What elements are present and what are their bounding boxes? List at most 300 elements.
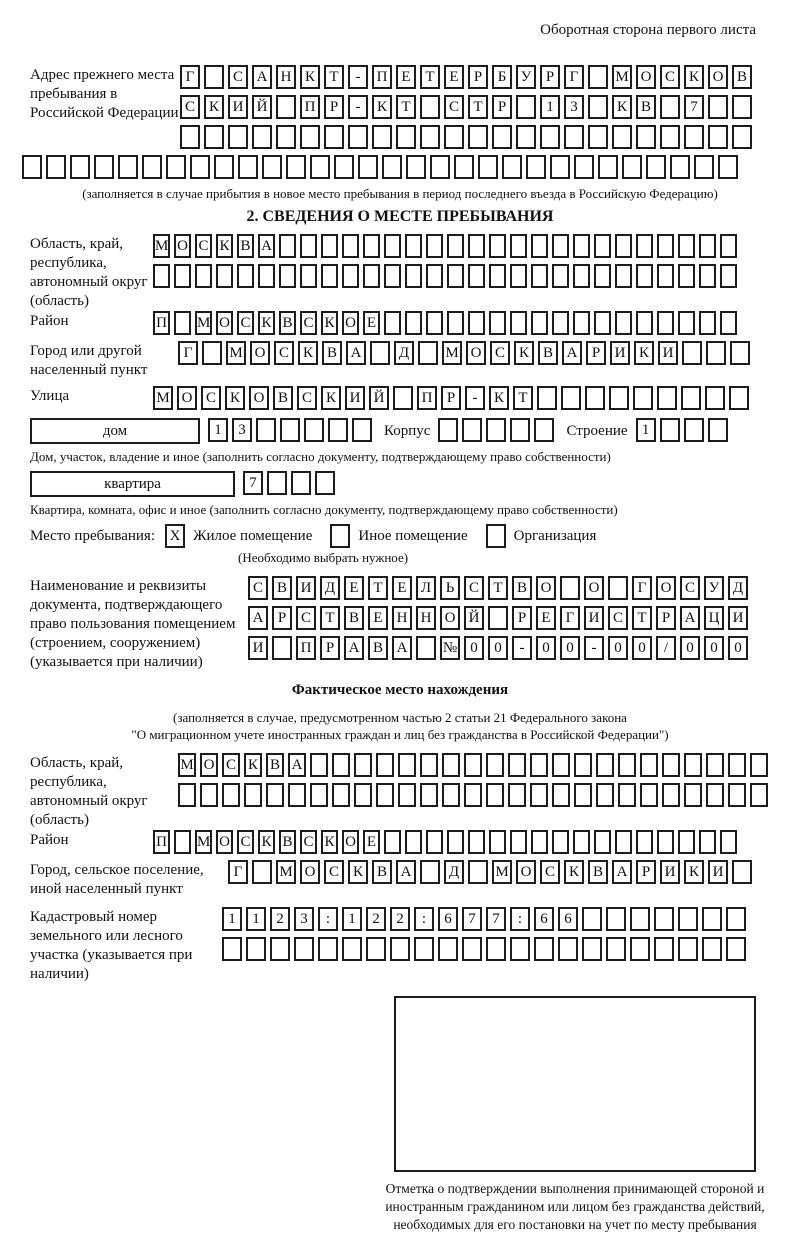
char-cell[interactable] [510,264,527,288]
char-cell[interactable]: И [708,860,728,884]
char-cell[interactable] [256,418,276,442]
char-cell[interactable]: 6 [534,907,554,931]
char-cell[interactable] [468,125,488,149]
char-cell[interactable]: М [153,386,173,410]
char-cell[interactable]: Т [468,95,488,119]
char-cell[interactable]: 1 [342,907,362,931]
char-cell[interactable]: Е [368,606,388,630]
char-cell[interactable]: И [658,341,678,365]
char-cell[interactable] [310,783,328,807]
char-cell[interactable] [276,95,296,119]
char-cell[interactable] [702,937,722,961]
char-cell[interactable]: Г [178,341,198,365]
char-cell[interactable] [276,125,296,149]
char-cell[interactable]: № [440,636,460,660]
char-cell[interactable]: Т [396,95,416,119]
char-cell[interactable] [728,753,746,777]
char-cell[interactable]: Й [369,386,389,410]
char-cell[interactable] [706,783,724,807]
char-cell[interactable]: 3 [232,418,252,442]
char-cell[interactable] [728,783,746,807]
char-cell[interactable]: 1 [222,907,242,931]
char-cell[interactable]: - [348,95,368,119]
char-cell[interactable] [684,753,702,777]
char-cell[interactable] [272,636,292,660]
char-cell[interactable] [750,753,768,777]
char-cell[interactable] [508,753,526,777]
char-cell[interactable] [552,830,569,854]
char-cell[interactable]: Р [636,860,656,884]
char-cell[interactable] [267,471,287,495]
char-cell[interactable] [321,234,338,258]
char-cell[interactable]: С [274,341,294,365]
char-cell[interactable] [396,125,416,149]
char-cell[interactable] [405,830,422,854]
char-cell[interactable]: Т [420,65,440,89]
char-cell[interactable] [699,311,716,335]
char-cell[interactable]: 0 [560,636,580,660]
char-cell[interactable] [237,264,254,288]
char-cell[interactable] [640,753,658,777]
char-cell[interactable] [468,860,488,884]
char-cell[interactable] [334,155,354,179]
char-cell[interactable]: Е [444,65,464,89]
char-cell[interactable]: О [250,341,270,365]
char-cell[interactable] [750,783,768,807]
char-cell[interactable] [573,830,590,854]
char-cell[interactable] [442,783,460,807]
char-cell[interactable]: 0 [704,636,724,660]
char-cell[interactable] [594,830,611,854]
char-cell[interactable] [332,753,350,777]
char-cell[interactable]: С [228,65,248,89]
char-cell[interactable] [612,125,632,149]
char-cell[interactable] [426,830,443,854]
char-cell[interactable] [573,234,590,258]
char-cell[interactable] [678,234,695,258]
char-cell[interactable]: Е [344,576,364,600]
char-cell[interactable] [405,311,422,335]
char-cell[interactable]: 0 [488,636,508,660]
char-cell[interactable]: В [237,234,254,258]
char-cell[interactable]: : [510,907,530,931]
char-cell[interactable] [468,830,485,854]
char-cell[interactable]: М [195,830,212,854]
char-cell[interactable]: 7 [462,907,482,931]
char-cell[interactable]: И [660,860,680,884]
char-cell[interactable] [142,155,162,179]
char-cell[interactable]: Т [368,576,388,600]
char-cell[interactable] [678,907,698,931]
char-cell[interactable] [324,125,344,149]
char-cell[interactable] [705,386,725,410]
char-cell[interactable] [633,386,653,410]
char-cell[interactable] [530,753,548,777]
char-cell[interactable]: О [636,65,656,89]
char-cell[interactable]: Е [536,606,556,630]
char-cell[interactable] [420,753,438,777]
char-cell[interactable] [618,753,636,777]
char-cell[interactable]: О [177,386,197,410]
char-cell[interactable]: М [612,65,632,89]
char-cell[interactable]: О [584,576,604,600]
char-cell[interactable] [492,125,512,149]
char-cell[interactable] [608,576,628,600]
char-cell[interactable] [279,234,296,258]
char-cell[interactable] [366,937,386,961]
char-cell[interactable] [354,783,372,807]
char-cell[interactable] [636,234,653,258]
char-cell[interactable]: С [660,65,680,89]
char-cell[interactable] [729,386,749,410]
char-cell[interactable] [537,386,557,410]
char-cell[interactable]: 7 [486,907,506,931]
char-cell[interactable]: Д [394,341,414,365]
char-cell[interactable] [531,311,548,335]
char-cell[interactable]: С [444,95,464,119]
char-cell[interactable]: И [296,576,316,600]
char-cell[interactable] [489,311,506,335]
char-cell[interactable] [464,753,482,777]
char-cell[interactable]: С [490,341,510,365]
char-cell[interactable] [684,418,704,442]
char-cell[interactable] [681,386,701,410]
char-cell[interactable]: С [300,311,317,335]
char-cell[interactable]: В [538,341,558,365]
char-cell[interactable] [596,753,614,777]
char-cell[interactable] [516,125,536,149]
char-cell[interactable]: А [248,606,268,630]
char-cell[interactable] [363,234,380,258]
char-cell[interactable] [478,155,498,179]
char-cell[interactable]: Т [513,386,533,410]
char-cell[interactable] [384,264,401,288]
char-cell[interactable]: К [321,830,338,854]
char-cell[interactable]: В [636,95,656,119]
char-cell[interactable] [588,65,608,89]
char-cell[interactable] [534,937,554,961]
char-cell[interactable] [315,471,335,495]
char-cell[interactable]: А [680,606,700,630]
char-cell[interactable]: К [225,386,245,410]
char-cell[interactable] [622,155,642,179]
char-cell[interactable] [262,155,282,179]
char-cell[interactable] [246,937,266,961]
char-cell[interactable] [444,125,464,149]
char-cell[interactable] [630,907,650,931]
char-cell[interactable] [280,418,300,442]
char-cell[interactable] [573,311,590,335]
char-cell[interactable] [166,155,186,179]
char-cell[interactable] [574,753,592,777]
char-cell[interactable] [636,264,653,288]
char-cell[interactable] [732,125,752,149]
char-cell[interactable] [426,234,443,258]
char-cell[interactable] [332,783,350,807]
char-cell[interactable] [646,155,666,179]
char-cell[interactable] [662,783,680,807]
char-cell[interactable]: И [610,341,630,365]
char-cell[interactable] [22,155,42,179]
kvartira-type-box[interactable]: квартира [30,471,235,497]
char-cell[interactable] [118,155,138,179]
char-cell[interactable]: С [464,576,484,600]
char-cell[interactable] [657,386,677,410]
char-cell[interactable] [358,155,378,179]
char-cell[interactable]: М [492,860,512,884]
char-cell[interactable] [406,155,426,179]
char-cell[interactable] [552,783,570,807]
char-cell[interactable]: 0 [608,636,628,660]
char-cell[interactable]: Г [180,65,200,89]
char-cell[interactable] [376,783,394,807]
char-cell[interactable]: Р [272,606,292,630]
char-cell[interactable]: К [612,95,632,119]
char-cell[interactable] [288,783,306,807]
char-cell[interactable] [531,234,548,258]
char-cell[interactable] [414,937,434,961]
char-cell[interactable]: К [321,311,338,335]
char-cell[interactable]: Й [252,95,272,119]
char-cell[interactable] [46,155,66,179]
char-cell[interactable]: К [372,95,392,119]
char-cell[interactable]: А [258,234,275,258]
char-cell[interactable] [720,311,737,335]
char-cell[interactable]: А [612,860,632,884]
char-cell[interactable]: Р [441,386,461,410]
char-cell[interactable] [660,418,680,442]
char-cell[interactable] [678,937,698,961]
char-cell[interactable] [270,937,290,961]
char-cell[interactable]: : [414,907,434,931]
char-cell[interactable] [486,418,506,442]
char-cell[interactable] [438,937,458,961]
char-cell[interactable]: И [584,606,604,630]
char-cell[interactable]: О [174,234,191,258]
char-cell[interactable]: Е [363,311,380,335]
char-cell[interactable] [486,937,506,961]
char-cell[interactable] [558,937,578,961]
char-cell[interactable] [699,830,716,854]
char-cell[interactable]: К [634,341,654,365]
char-cell[interactable]: О [656,576,676,600]
char-cell[interactable] [363,264,380,288]
char-cell[interactable] [726,907,746,931]
char-cell[interactable]: - [584,636,604,660]
char-cell[interactable] [657,311,674,335]
char-cell[interactable] [420,783,438,807]
char-cell[interactable]: К [684,860,704,884]
char-cell[interactable] [418,341,438,365]
char-cell[interactable] [662,753,680,777]
char-cell[interactable] [708,95,728,119]
char-cell[interactable]: 0 [728,636,748,660]
char-cell[interactable]: С [248,576,268,600]
char-cell[interactable]: - [348,65,368,89]
char-cell[interactable] [447,264,464,288]
char-cell[interactable] [454,155,474,179]
char-cell[interactable] [178,783,196,807]
char-cell[interactable]: А [346,341,366,365]
char-cell[interactable] [447,311,464,335]
char-cell[interactable] [216,264,233,288]
char-cell[interactable] [552,264,569,288]
char-cell[interactable] [420,95,440,119]
char-cell[interactable]: М [442,341,462,365]
char-cell[interactable]: И [228,95,248,119]
char-cell[interactable] [384,830,401,854]
char-cell[interactable]: 2 [366,907,386,931]
char-cell[interactable] [489,830,506,854]
char-cell[interactable]: В [266,753,284,777]
char-cell[interactable] [426,264,443,288]
char-cell[interactable]: Р [512,606,532,630]
char-cell[interactable]: О [440,606,460,630]
char-cell[interactable] [531,830,548,854]
char-cell[interactable] [598,155,618,179]
char-cell[interactable]: А [396,860,416,884]
char-cell[interactable]: К [514,341,534,365]
char-cell[interactable]: Ь [440,576,460,600]
char-cell[interactable]: У [704,576,724,600]
char-cell[interactable]: Г [560,606,580,630]
char-cell[interactable]: К [258,311,275,335]
char-cell[interactable]: Р [468,65,488,89]
char-cell[interactable]: : [318,907,338,931]
char-cell[interactable]: Р [586,341,606,365]
char-cell[interactable] [342,264,359,288]
char-cell[interactable]: 6 [558,907,578,931]
char-cell[interactable]: 2 [270,907,290,931]
char-cell[interactable] [252,860,272,884]
char-cell[interactable] [630,937,650,961]
char-cell[interactable]: М [178,753,196,777]
char-cell[interactable] [678,264,695,288]
char-cell[interactable] [405,234,422,258]
char-cell[interactable] [531,264,548,288]
char-cell[interactable] [636,125,656,149]
char-cell[interactable]: И [248,636,268,660]
char-cell[interactable] [684,125,704,149]
char-cell[interactable] [615,234,632,258]
char-cell[interactable]: О [466,341,486,365]
char-cell[interactable] [726,937,746,961]
char-cell[interactable] [310,753,328,777]
char-cell[interactable] [384,311,401,335]
char-cell[interactable] [699,234,716,258]
char-cell[interactable] [174,830,191,854]
char-cell[interactable]: Г [228,860,248,884]
char-cell[interactable]: У [516,65,536,89]
char-cell[interactable] [510,234,527,258]
char-cell[interactable] [730,341,750,365]
char-cell[interactable] [678,311,695,335]
char-cell[interactable]: Р [656,606,676,630]
char-cell[interactable] [286,155,306,179]
char-cell[interactable] [462,937,482,961]
char-cell[interactable] [508,783,526,807]
char-cell[interactable]: О [200,753,218,777]
char-cell[interactable] [564,125,584,149]
char-cell[interactable] [594,264,611,288]
char-cell[interactable]: Г [632,576,652,600]
char-cell[interactable] [510,311,527,335]
char-cell[interactable]: 1 [540,95,560,119]
char-cell[interactable]: С [297,386,317,410]
char-cell[interactable] [300,125,320,149]
char-cell[interactable] [660,125,680,149]
char-cell[interactable]: Б [492,65,512,89]
char-cell[interactable] [352,418,372,442]
char-cell[interactable]: Р [492,95,512,119]
char-cell[interactable]: В [368,636,388,660]
char-cell[interactable]: М [153,234,170,258]
char-cell[interactable]: / [656,636,676,660]
char-cell[interactable] [300,234,317,258]
char-cell[interactable] [615,264,632,288]
char-cell[interactable]: 3 [564,95,584,119]
inoe-checkbox[interactable] [330,524,350,548]
char-cell[interactable] [534,418,554,442]
char-cell[interactable] [573,264,590,288]
char-cell[interactable]: К [204,95,224,119]
char-cell[interactable]: Д [444,860,464,884]
char-cell[interactable]: В [732,65,752,89]
char-cell[interactable] [718,155,738,179]
char-cell[interactable]: В [279,830,296,854]
char-cell[interactable] [489,234,506,258]
char-cell[interactable]: О [342,311,359,335]
char-cell[interactable] [526,155,546,179]
char-cell[interactable]: Е [396,65,416,89]
char-cell[interactable] [438,418,458,442]
char-cell[interactable] [291,471,311,495]
char-cell[interactable] [447,830,464,854]
dom-type-box[interactable]: дом [30,418,200,444]
char-cell[interactable]: 0 [536,636,556,660]
char-cell[interactable]: О [216,830,233,854]
char-cell[interactable] [582,907,602,931]
char-cell[interactable]: Т [324,65,344,89]
char-cell[interactable] [588,95,608,119]
char-cell[interactable] [70,155,90,179]
char-cell[interactable] [516,95,536,119]
char-cell[interactable]: К [298,341,318,365]
char-cell[interactable] [222,783,240,807]
char-cell[interactable] [318,937,338,961]
char-cell[interactable]: А [252,65,272,89]
char-cell[interactable]: О [516,860,536,884]
char-cell[interactable] [502,155,522,179]
char-cell[interactable] [706,753,724,777]
char-cell[interactable] [266,783,284,807]
char-cell[interactable] [510,418,530,442]
char-cell[interactable] [588,125,608,149]
char-cell[interactable]: 1 [246,907,266,931]
char-cell[interactable] [720,830,737,854]
char-cell[interactable] [258,264,275,288]
char-cell[interactable]: М [276,860,296,884]
char-cell[interactable] [657,234,674,258]
char-cell[interactable] [370,341,390,365]
char-cell[interactable]: А [288,753,306,777]
zhiloe-checkbox[interactable]: X [165,524,185,548]
char-cell[interactable]: А [562,341,582,365]
char-cell[interactable]: Д [320,576,340,600]
char-cell[interactable]: С [180,95,200,119]
char-cell[interactable] [405,264,422,288]
char-cell[interactable] [720,264,737,288]
